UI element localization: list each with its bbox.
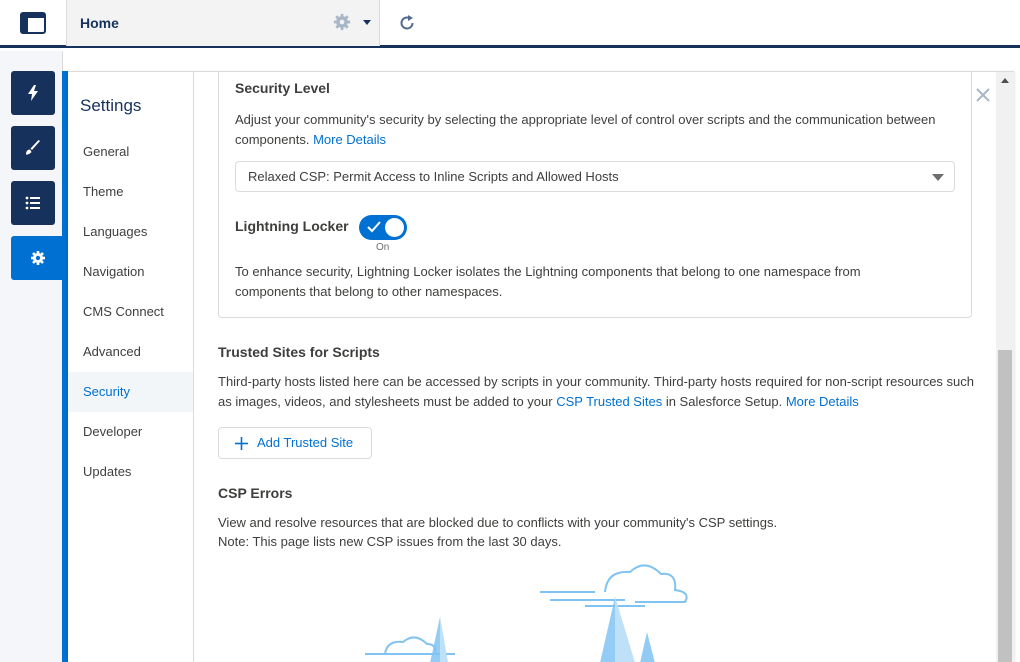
lightning-locker-description: To enhance security, Lightning Locker isolates the Lightning components that belong to one namespace from components that belong to other namespaces. bbox=[235, 264, 861, 299]
theme-button[interactable] bbox=[11, 126, 55, 170]
content-scrollbar[interactable] bbox=[996, 72, 1014, 662]
csp-errors-line1: View and resolve resources that are blocked due to conflicts with your community's CSP settings. bbox=[218, 515, 778, 530]
gear-icon[interactable] bbox=[333, 13, 351, 31]
refresh-icon[interactable] bbox=[398, 14, 416, 32]
trusted-sites-title: Trusted Sites for Scripts bbox=[218, 344, 380, 360]
security-content bbox=[195, 72, 995, 662]
toggle-knob bbox=[385, 218, 404, 237]
builder-sidebar bbox=[0, 51, 63, 662]
plus-icon bbox=[235, 437, 248, 450]
csp-errors-title: CSP Errors bbox=[218, 485, 293, 501]
trusted-sites-description: Third-party hosts listed here can be accessed by scripts in your community. Third-party hosts required for non-script resources such as images, videos, and stylesheets must be added to your CSP Trusted Sites in Salesforce Setup. More Details bbox=[218, 374, 974, 409]
nav-item-security[interactable]: Security bbox=[68, 372, 193, 412]
close-icon[interactable] bbox=[976, 88, 990, 102]
page-structure-button[interactable] bbox=[11, 181, 55, 225]
components-button[interactable] bbox=[11, 71, 55, 115]
toggle-state-label: On bbox=[376, 242, 390, 253]
nav-item-navigation[interactable]: Navigation bbox=[83, 264, 145, 279]
csp-trusted-sites-link[interactable]: CSP Trusted Sites bbox=[556, 393, 663, 409]
nav-item-updates[interactable]: Updates bbox=[83, 464, 132, 479]
layout-icon[interactable] bbox=[20, 12, 46, 34]
settings-nav bbox=[68, 72, 194, 662]
security-level-select[interactable] bbox=[235, 161, 955, 192]
nav-item-general[interactable]: General bbox=[83, 144, 130, 159]
brush-icon bbox=[24, 139, 42, 157]
add-trusted-site-button[interactable]: Add Trusted Site bbox=[218, 427, 372, 459]
lightning-locker-toggle[interactable] bbox=[359, 215, 407, 240]
top-bar bbox=[0, 0, 1020, 48]
more-details-link[interactable]: More Details bbox=[313, 131, 387, 147]
nav-item-advanced[interactable]: Advanced bbox=[83, 344, 141, 359]
empty-state-illustration bbox=[345, 562, 765, 662]
lightning-locker-title: Lightning Locker bbox=[235, 218, 349, 234]
csp-errors-line2: Note: This page lists new CSP issues from the last 30 days. bbox=[218, 534, 562, 549]
chevron-down-icon[interactable] bbox=[363, 20, 371, 25]
scroll-thumb[interactable] bbox=[998, 350, 1012, 662]
settings-heading: Settings bbox=[80, 96, 142, 115]
list-icon bbox=[24, 194, 42, 212]
security-level-description: Adjust your community's security by selecting the appropriate level of control over scripts and the communication between components. More Details bbox=[235, 112, 936, 147]
lightning-icon bbox=[24, 84, 42, 102]
chevron-down-icon bbox=[932, 174, 944, 181]
security-level-selected: Relaxed CSP: Permit Access to Inline Scripts and Allowed Hosts bbox=[248, 169, 619, 184]
nav-item-developer[interactable]: Developer bbox=[83, 424, 143, 439]
nav-item-theme[interactable]: Theme bbox=[83, 184, 124, 199]
trusted-sites-more-details-link[interactable]: More Details bbox=[785, 393, 859, 409]
nav-item-cms-connect[interactable]: CMS Connect bbox=[83, 304, 164, 319]
page-selector[interactable] bbox=[66, 0, 380, 46]
gear-icon bbox=[29, 249, 47, 267]
settings-button[interactable] bbox=[11, 236, 64, 280]
nav-item-languages[interactable]: Languages bbox=[83, 224, 148, 239]
security-level-title: Security Level bbox=[235, 80, 330, 96]
scroll-up-icon[interactable] bbox=[1001, 78, 1009, 83]
check-icon bbox=[367, 221, 381, 233]
page-title: Home bbox=[80, 15, 119, 31]
settings-panel bbox=[68, 71, 1014, 662]
